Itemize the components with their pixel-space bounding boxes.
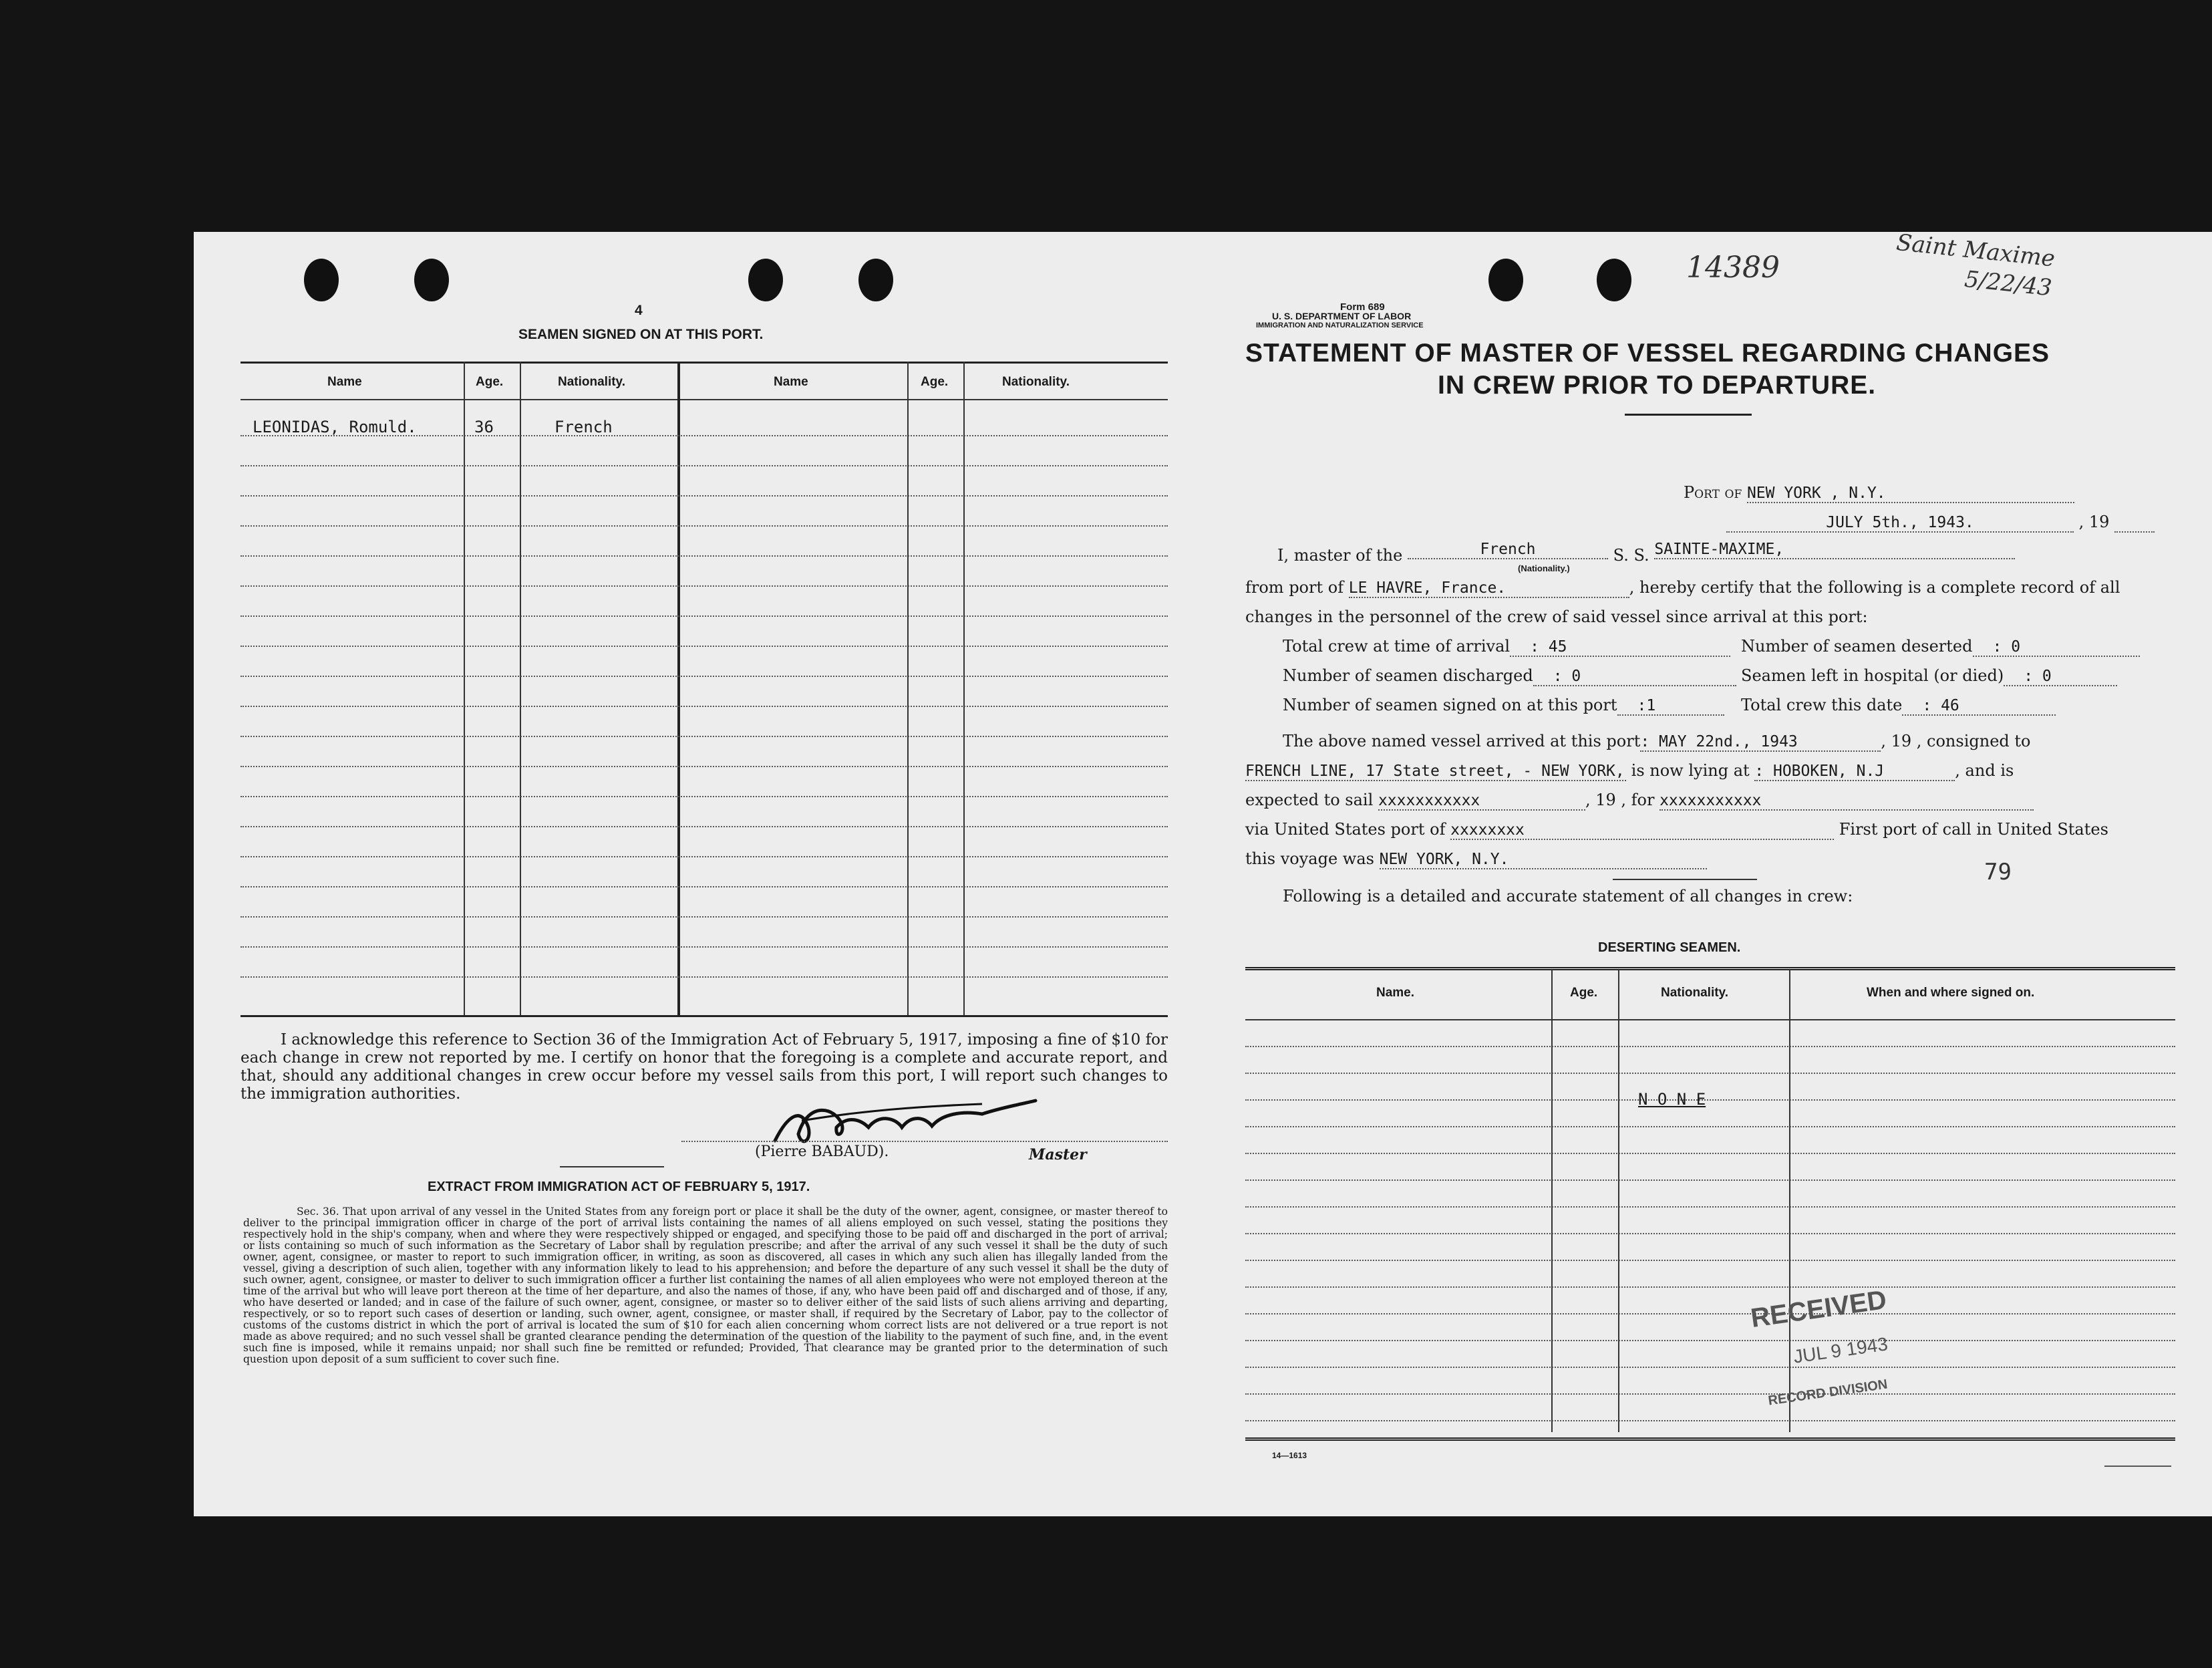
col-header-age-2: Age. — [921, 375, 949, 389]
col-header-when-where: When and where signed on. — [1867, 986, 2035, 1000]
changes-line: changes in the personnel of the crew of said vessel since arrival at this port: — [1245, 607, 1868, 626]
row-rule — [241, 946, 1168, 948]
row-rule — [1245, 1046, 2175, 1047]
and-is-text: , and is — [1955, 761, 2014, 780]
table-top-rule — [1245, 967, 2175, 970]
extract-title: EXTRACT FROM IMMIGRATION ACT OF FEBRUARY 5, 1917. — [428, 1179, 810, 1194]
column-divider — [1551, 970, 1553, 1432]
column-divider — [464, 362, 465, 1016]
statement-title-1: STATEMENT OF MASTER OF VESSEL REGARDING CHANGES — [1245, 339, 2050, 368]
left-title: SEAMEN SIGNED ON AT THIS PORT. — [518, 327, 764, 342]
row-rule — [241, 555, 1168, 557]
row-rule — [241, 646, 1168, 647]
punch-hole — [1597, 259, 1631, 301]
expected-value: xxxxxxxxxxx — [1378, 792, 1585, 811]
via-value: xxxxxxxx — [1450, 821, 1834, 840]
row-rule — [1245, 1340, 2175, 1341]
row-rule — [1245, 1099, 2175, 1101]
lying-value: : HOBOKEN, N.J — [1754, 762, 1955, 781]
certify-text: , hereby certify that the following is a complete record of all — [1629, 578, 2120, 597]
punch-hole — [1488, 259, 1523, 301]
table-bottom-rule — [241, 1015, 1168, 1017]
seaman-age: 36 — [474, 418, 494, 436]
form-number: Form 689 — [1340, 301, 1385, 313]
stamp-division: RECORD DIVISION — [1767, 1377, 1889, 1409]
row-rule — [1245, 1260, 2175, 1261]
expected-suffix: , 19 , for — [1585, 791, 1655, 809]
via-line — [1245, 820, 2108, 840]
row-rule — [1245, 1313, 2175, 1314]
row-rule — [241, 916, 1168, 918]
total-crew-date-value: : 46 — [1902, 697, 2056, 716]
left-page — [194, 232, 1196, 1516]
discharged-value: : 0 — [1533, 668, 1736, 686]
short-rule — [1613, 879, 1757, 880]
hospital-line — [1741, 666, 2117, 686]
deserting-title: DESERTING SEAMEN. — [1598, 940, 1741, 955]
signature-line — [681, 1141, 1168, 1142]
page-number: 4 — [635, 303, 643, 318]
voyage-value: NEW YORK, N.Y. — [1380, 851, 1707, 869]
punch-hole — [414, 259, 449, 301]
total-crew-arrival-label: Total crew at time of arrival — [1283, 637, 1511, 656]
discharged-line — [1283, 666, 1736, 686]
col-header-name-2: Name — [774, 375, 808, 389]
col-header-nationality-2: Nationality. — [1002, 375, 1070, 389]
row-rule — [241, 976, 1168, 978]
port-line — [1684, 483, 2074, 503]
table-top-rule — [241, 362, 1168, 364]
master-of-label: I, master of the — [1277, 546, 1403, 565]
short-rule — [560, 1166, 664, 1167]
port-label: Port of — [1684, 483, 1742, 502]
service: IMMIGRATION AND NATURALIZATION SERVICE — [1256, 321, 1424, 329]
master-line — [1277, 541, 2015, 566]
master-label: Master — [1029, 1146, 1087, 1163]
row-rule — [1245, 1286, 2175, 1288]
date-suffix: , 19 — [2078, 513, 2110, 531]
row-rule — [1245, 1233, 2175, 1234]
hospital-value: : 0 — [2004, 668, 2117, 686]
signed-on-label: Number of seamen signed on at this port — [1283, 696, 1617, 714]
stamp-date: JUL 9 1943 — [1792, 1333, 1889, 1367]
row-rule — [1245, 1367, 2175, 1368]
following-text: Following is a detailed and accurate statement of all changes in crew: — [1283, 887, 1853, 906]
row-rule — [241, 465, 1168, 466]
column-divider — [963, 362, 965, 1016]
col-header-age: Age. — [476, 375, 504, 389]
consignee-line — [1245, 761, 2014, 781]
short-rule — [2104, 1466, 2171, 1467]
voyage-line — [1245, 849, 1707, 869]
signed-on-line — [1283, 696, 1724, 716]
row-rule — [1245, 1153, 2175, 1154]
row-rule — [1245, 1179, 2175, 1181]
from-port-label: from port of — [1245, 578, 1344, 597]
handwritten-note: Saint Maxime 5/22/43 — [1895, 229, 2056, 302]
arrived-value: : MAY 22nd., 1943 — [1640, 733, 1881, 752]
signature-name: (Pierre BABAUD). — [755, 1143, 889, 1160]
row-rule — [1245, 1420, 2175, 1421]
ss-label: S. S. — [1613, 546, 1649, 565]
right-page — [1192, 229, 2212, 1516]
department: U. S. DEPARTMENT OF LABOR — [1272, 311, 1412, 321]
via-label: via United States port of — [1245, 820, 1446, 839]
punch-hole — [748, 259, 783, 301]
total-crew-date-line — [1741, 696, 2056, 716]
from-port-value: LE HAVRE, France. — [1349, 579, 1629, 598]
hospital-label: Seamen left in hospital (or died) — [1741, 666, 2004, 685]
column-divider — [1789, 970, 1790, 1432]
title-underline — [1625, 414, 1752, 416]
total-crew-arrival-line — [1283, 637, 1730, 657]
row-rule — [241, 736, 1168, 737]
signed-on-value: :1 — [1617, 697, 1724, 716]
consignee-value: FRENCH LINE, 17 State street, - NEW YORK, — [1245, 762, 1626, 781]
col-header-nationality: Nationality. — [1661, 986, 1728, 1000]
nationality-value: French — [1408, 541, 1608, 559]
expected-line — [1245, 791, 2034, 811]
seaman-name: LEONIDAS, Romuld. — [253, 418, 417, 436]
deserted-value: : 0 — [1973, 638, 2140, 657]
lying-label: is now lying at — [1631, 761, 1750, 780]
seaman-nationality: French — [555, 418, 613, 436]
discharged-label: Number of seamen discharged — [1283, 666, 1533, 685]
date-value: JULY 5th., 1943. — [1726, 514, 2074, 533]
arrived-label: The above named vessel arrived at this port — [1283, 732, 1641, 750]
row-rule — [1245, 1393, 2175, 1395]
for-value: xxxxxxxxxxx — [1660, 792, 2034, 811]
row-rule — [241, 826, 1168, 827]
none-entry: N O N E — [1638, 1090, 1706, 1109]
vessel-name: SAINTE-MAXIME, — [1654, 541, 2015, 559]
stamp-received: RECEIVED — [1748, 1284, 1889, 1334]
col-header-name: Name — [327, 375, 362, 389]
column-divider — [520, 362, 521, 1016]
row-rule — [241, 886, 1168, 887]
col-header-nationality: Nationality. — [558, 375, 625, 389]
nationality-caption: (Nationality.) — [1518, 563, 1570, 573]
column-divider — [1618, 970, 1619, 1432]
punch-hole — [304, 259, 339, 301]
extract-text: Sec. 36. That upon arrival of any vessel in the United States from any foreign port or place it shall be the duty of the owner, agent, consignee, or master thereof to deliver to the principal immigration officer in charge of the port of arrival lists containing the names of all aliens employed on such vessel, stating the positions they respectively hold in the ship's company, when and where they were respectively shipped or engaged, and specifying those to be paid off and discharged in the port of arrival; or lists containing so much of such information as the Secretary of Labor shall by regulation prescribe; and after the arrival of any such vessel it shall be the duty of such owner, agent, consignee, or master to report to such immigration officer, in writing, as soon as discovered, all cases in which any such alien has illegally landed from the vessel, giving a description of such alien, together with any information likely to lead to his apprehension; and before the departure of any such vessel it shall be the duty of such owner, agent, consignee, or master to deliver to such immigration officer a further list containing the names of all alien employees who were not employed thereon at the time of the arrival but who will leave port thereon at the time of her departure, and also the names of those, if any, who have been paid off and discharged and of those, if any, who have deserted or landed; and in case of the failure of such owner, agent, consignee, or master so to deliver either of the said lists of such aliens arriving and departing, respectively, or so to report such cases of desertion or landing, such owner, agent, consignee, or master shall, if required by the Secretary of Labor, pay to the collector of customs of the customs district in which the port of arrival is located the sum of $10 for each alien concerning whom correct lists are not delivered or a true report is not made as above required; and no such vessel shall be granted clearance pending the determination of the question of the liability to the payment of such fine, and, in the event such fine is imposed, while it remains unpaid; nor shall such fine be remitted or refunded; Provided, That clearance may be granted prior to the determination of such question upon deposit of a sum sufficient to cover such fine. — [243, 1206, 1168, 1365]
row-rule — [241, 796, 1168, 797]
first-port-label: First port of call in United States — [1839, 820, 2108, 839]
from-port-line — [1245, 578, 2120, 598]
deserted-label: Number of seamen deserted — [1741, 637, 1973, 656]
total-crew-arrival-value: : 45 — [1510, 638, 1730, 657]
header-rule — [241, 399, 1168, 400]
acknowledgement-text: I acknowledge this reference to Section 36 of the Immigration Act of February 5, 1917, imposing a fine of $10 for each change in crew not reported by me. I certify on honor that the foregoing is a complete and accurate report, and that, should any additional changes in crew occur before my vessel sails from this port, I will report such changes to the immigration authorities. — [241, 1031, 1168, 1103]
col-header-name: Name. — [1376, 986, 1415, 1000]
row-rule — [241, 525, 1168, 527]
row-rule — [1245, 1206, 2175, 1208]
row-rule — [241, 856, 1168, 857]
header-rule — [1245, 1019, 2175, 1020]
footer-code: 14—1613 — [1272, 1451, 1307, 1460]
row-rule — [241, 676, 1168, 677]
column-divider — [677, 362, 680, 1016]
handwritten-number: 79 — [1984, 859, 2012, 885]
row-rule — [241, 495, 1168, 497]
deserted-line — [1741, 637, 2140, 657]
row-rule — [1245, 1073, 2175, 1074]
expected-label: expected to sail — [1245, 791, 1374, 809]
voyage-label: this voyage was — [1245, 849, 1374, 868]
port-value: NEW YORK , N.Y. — [1747, 484, 2074, 503]
date-line — [1726, 513, 2155, 533]
row-rule — [1245, 1126, 2175, 1127]
punch-hole — [858, 259, 893, 301]
row-rule — [241, 706, 1168, 707]
statement-title-2: IN CREW PRIOR TO DEPARTURE. — [1438, 371, 1877, 400]
table-bottom-rule — [1245, 1437, 2175, 1441]
total-crew-date-label: Total crew this date — [1741, 696, 1903, 714]
col-header-age: Age. — [1570, 986, 1598, 1000]
column-divider — [907, 362, 909, 1016]
row-rule — [241, 585, 1168, 587]
row-rule — [241, 766, 1168, 767]
row-rule — [241, 615, 1168, 617]
consigned-text: , 19 , consigned to — [1881, 732, 2031, 750]
file-number: 14389 — [1686, 251, 1780, 285]
row-rule — [241, 435, 1168, 436]
arrived-line — [1283, 732, 2031, 752]
